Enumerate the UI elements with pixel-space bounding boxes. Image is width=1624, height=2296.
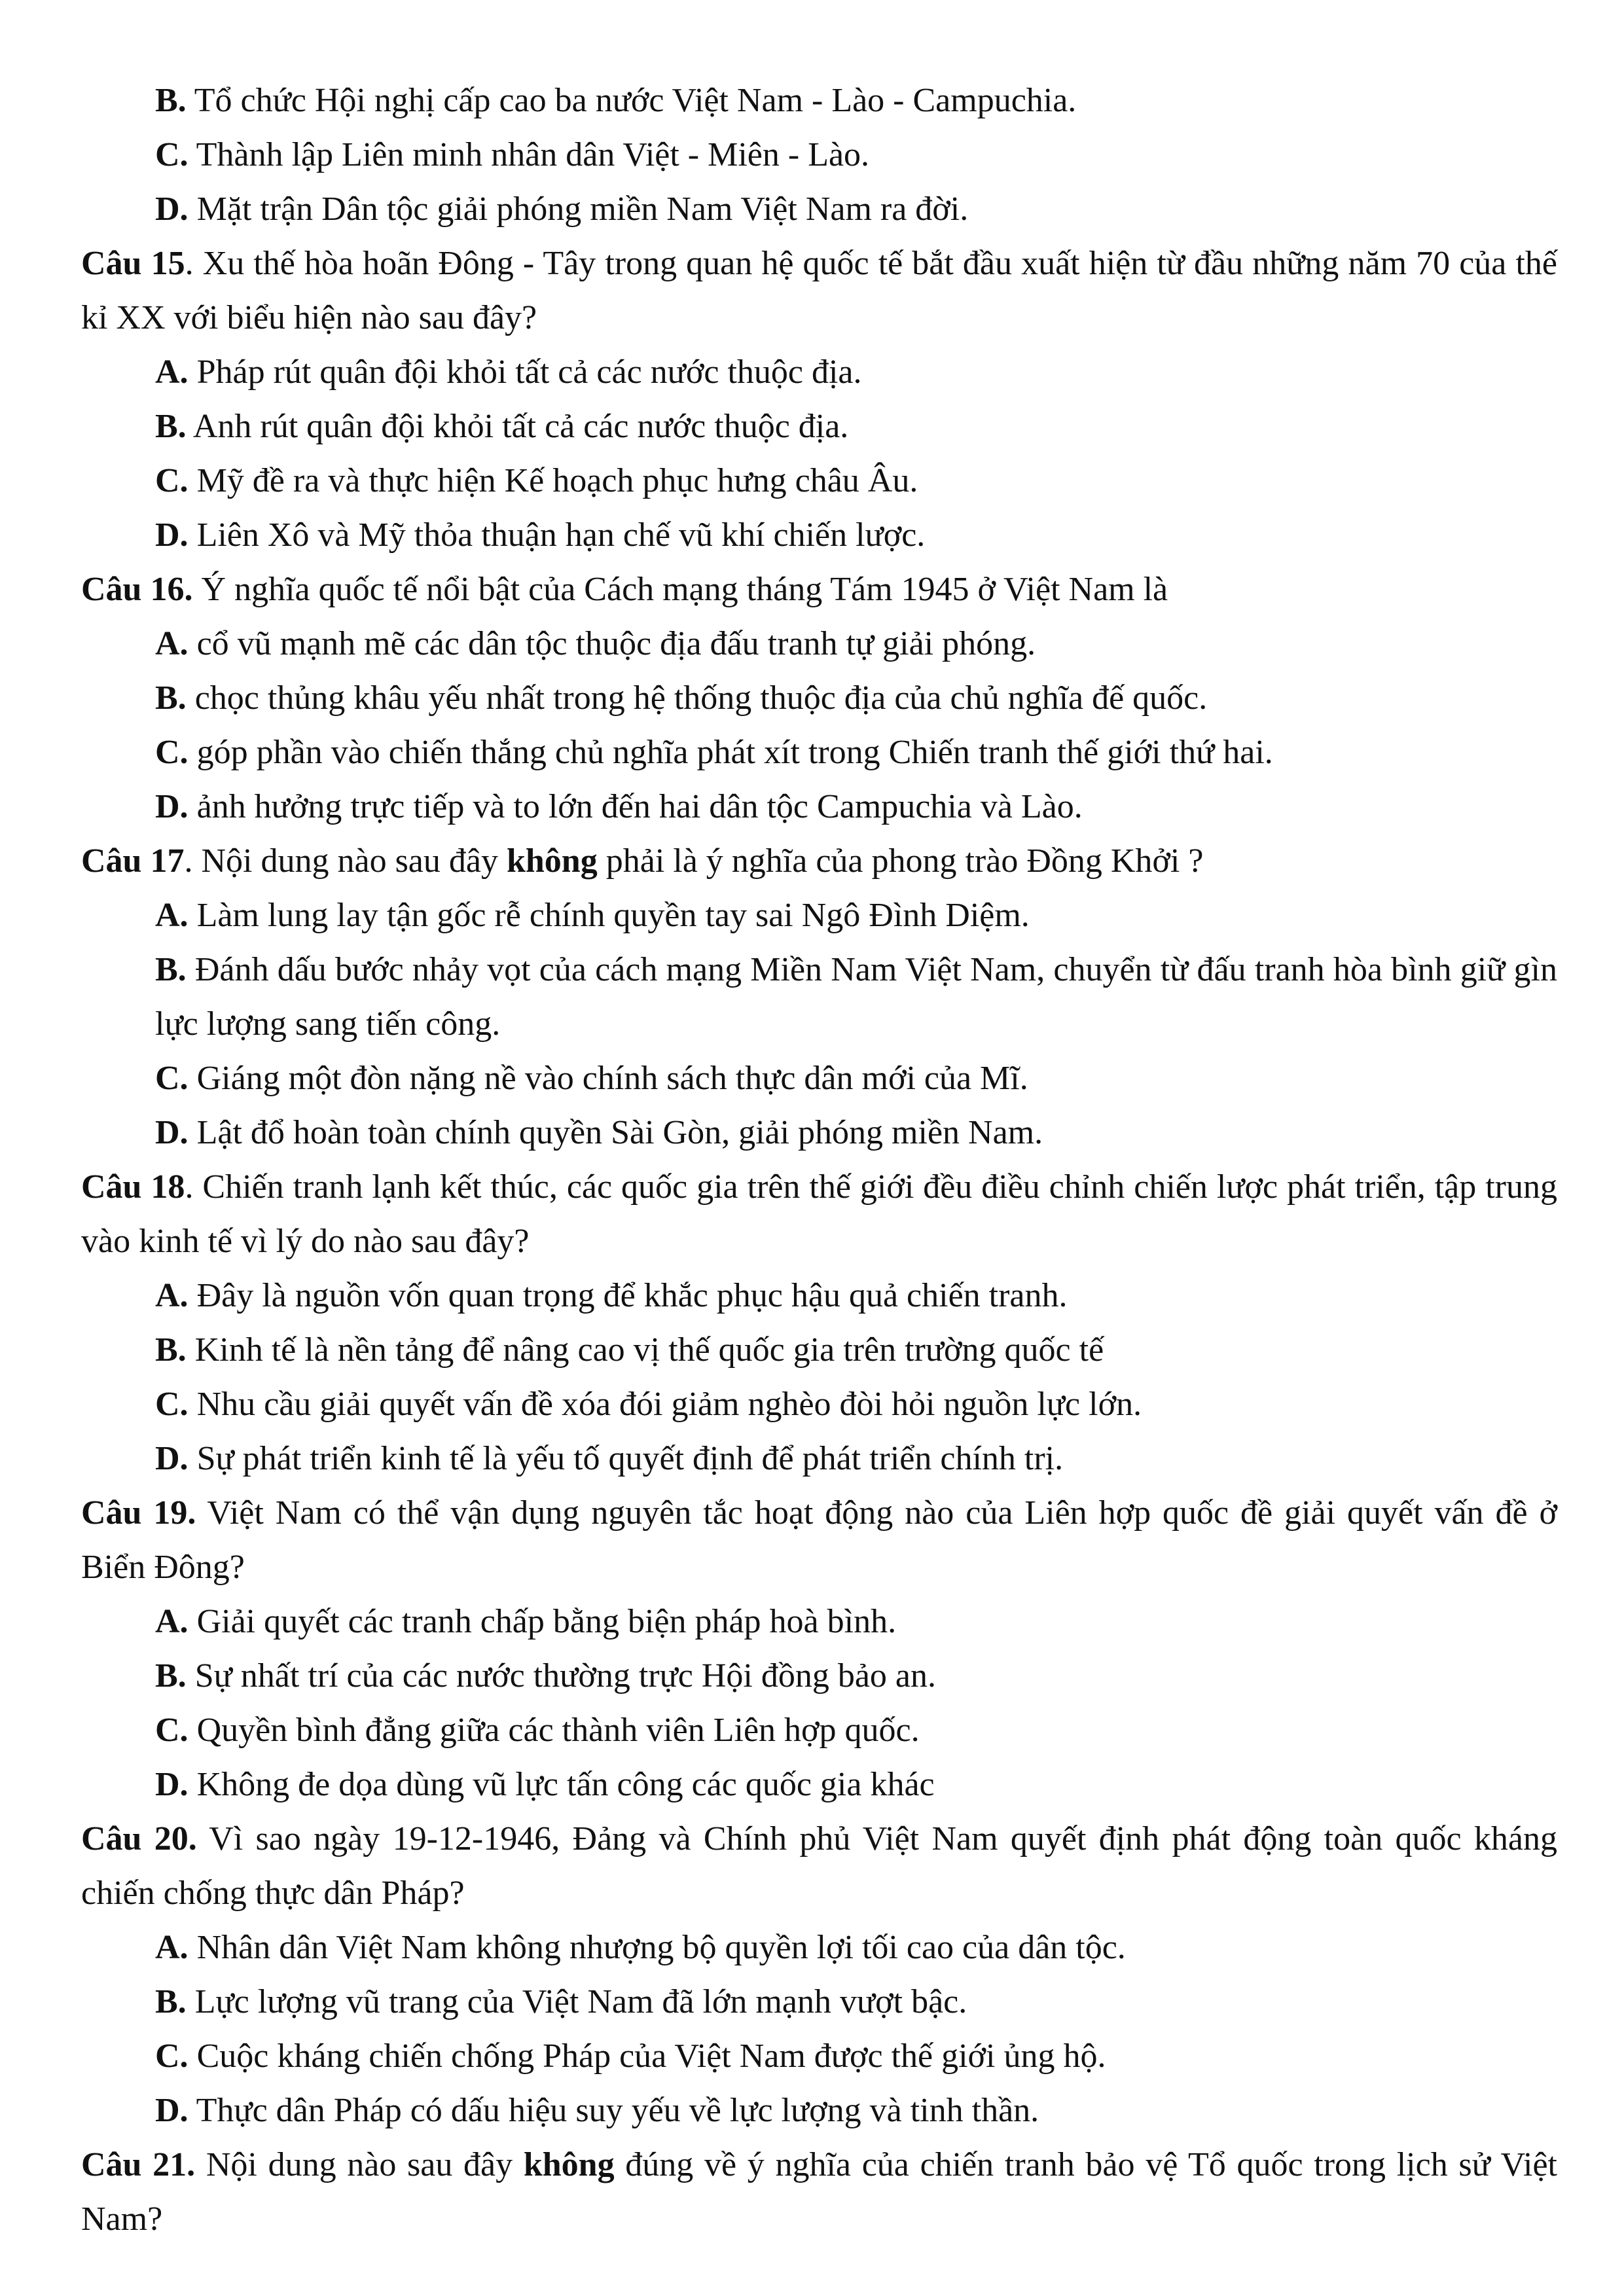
option-b: B. Anh rút quân đội khỏi tất cả các nước thuộc địa. <box>155 408 849 445</box>
option-d: D. Lật đổ hoàn toàn chính quyền Sài Gòn, giải phóng miền Nam. <box>155 1114 1043 1151</box>
question-text: Ý nghĩa quốc tế nổi bật của Cách mạng tháng Tám 1945 ở Việt Nam là <box>192 571 1168 608</box>
question-21 <box>81 2138 1557 2246</box>
option-c: C. Thành lập Liên minh nhân dân Việt - Miên - Lào. <box>155 136 870 173</box>
option-c: C. Quyền bình đẳng giữa các thành viên Liên hợp quốc. <box>155 1712 920 1749</box>
question-number: Câu 20. <box>81 1820 197 1857</box>
page-content <box>81 73 1557 2246</box>
option-d: D. Mặt trận Dân tộc giải phóng miền Nam Việt Nam ra đời. <box>155 190 969 228</box>
option-a: A. Đây là nguồn vốn quan trọng để khắc phục hậu quả chiến tranh. <box>155 1277 1068 1314</box>
option-a: A. Giải quyết các tranh chấp bằng biện pháp hoà bình. <box>155 1603 897 1640</box>
option-c: C. Nhu cầu giải quyết vấn đề xóa đói giảm nghèo đòi hỏi nguồn lực lớn. <box>155 1386 1142 1423</box>
option-d: D. Sự phát triển kinh tế là yếu tố quyết định để phát triển chính trị. <box>155 1440 1064 1477</box>
question-15 <box>81 236 1557 345</box>
question-17 <box>81 834 1557 888</box>
option-b: B. Kinh tế là nền tảng để nâng cao vị thế quốc gia trên trường quốc tế <box>155 1331 1104 1369</box>
question-18 <box>81 1160 1557 1268</box>
question-number: Câu 19. <box>81 1494 196 1532</box>
option-d: D. Không đe dọa dùng vũ lực tấn công các quốc gia khác <box>155 1766 935 1803</box>
question-number: Câu 17 <box>81 842 185 880</box>
option-a: A. Làm lung lay tận gốc rễ chính quyền tay sai Ngô Đình Diệm. <box>155 897 1030 934</box>
option-b: B. Đánh dấu bước nhảy vọt của cách mạng Miền Nam Việt Nam, chuyển từ đấu tranh hòa bình giữ gìn lực lượng sang tiến công. <box>155 951 1557 1043</box>
question-number: Câu 18 <box>81 1168 185 1206</box>
question-text: phải là ý nghĩa của phong trào Đồng Khởi ? <box>597 842 1204 880</box>
option-a: A. cổ vũ mạnh mẽ các dân tộc thuộc địa đấu tranh tự giải phóng. <box>155 625 1036 662</box>
question-text: Việt Nam có thể vận dụng nguyên tắc hoạt động nào của Liên hợp quốc đề giải quyết vấn đề ở Biển Đông? <box>81 1494 1557 1586</box>
emphasis-word: không <box>523 2146 615 2183</box>
question-number: Câu 21. <box>81 2146 196 2183</box>
option-c: C. Cuộc kháng chiến chống Pháp của Việt Nam được thế giới ủng hộ. <box>155 2037 1106 2075</box>
question-text: . Chiến tranh lạnh kết thúc, các quốc gia trên thế giới đều điều chỉnh chiến lược phát triển, tập trung vào kinh tế vì lý do nào sau đây? <box>81 1168 1557 1260</box>
question-number: Câu 15 <box>81 245 185 282</box>
option-a: A. Pháp rút quân đội khỏi tất cả các nước thuộc địa. <box>155 353 862 391</box>
option-b: B. chọc thủng khâu yếu nhất trong hệ thống thuộc địa của chủ nghĩa đế quốc. <box>155 679 1208 717</box>
option-b: B. Lực lượng vũ trang của Việt Nam đã lớn mạnh vượt bậc. <box>155 1983 967 2020</box>
question-text: Vì sao ngày 19-12-1946, Đảng và Chính phủ Việt Nam quyết định phát động toàn quốc kháng chiến chống thực dân Pháp? <box>81 1820 1557 1912</box>
option-a: A. Nhân dân Việt Nam không nhượng bộ quyền lợi tối cao của dân tộc. <box>155 1929 1126 1966</box>
emphasis-word: không <box>506 842 598 880</box>
question-19 <box>81 1486 1557 1594</box>
question-number: Câu 16. <box>81 571 193 608</box>
question-text: đúng về ý nghĩa của chiến tranh bảo vệ Tổ quốc trong lịch sử Việt Nam? <box>81 2146 1557 2238</box>
option-c: C. góp phần vào chiến thắng chủ nghĩa phát xít trong Chiến tranh thế giới thứ hai. <box>155 734 1273 771</box>
option-d: D. Thực dân Pháp có dấu hiệu suy yếu về lực lượng và tinh thần. <box>155 2092 1039 2129</box>
option-b: B. Tổ chức Hội nghị cấp cao ba nước Việt Nam - Lào - Campuchia. <box>155 82 1077 119</box>
option-b: B. Sự nhất trí của các nước thường trực Hội đồng bảo an. <box>155 1657 937 1695</box>
option-d: D. ảnh hưởng trực tiếp và to lớn đến hai dân tộc Campuchia và Lào. <box>155 788 1083 825</box>
option-c: C. Giáng một đòn nặng nề vào chính sách thực dân mới của Mĩ. <box>155 1060 1028 1097</box>
option-c: C. Mỹ đề ra và thực hiện Kế hoạch phục hưng châu Âu. <box>155 462 918 499</box>
question-text: Nội dung nào sau đây <box>195 2146 524 2183</box>
option-d: D. Liên Xô và Mỹ thỏa thuận hạn chế vũ khí chiến lược. <box>155 516 926 554</box>
question-text: . Nội dung nào sau đây <box>184 842 507 880</box>
question-text: . Xu thế hòa hoãn Đông - Tây trong quan hệ quốc tế bắt đầu xuất hiện từ đầu những năm 70 của thế kỉ XX với biểu hiện nào sau đây? <box>81 245 1557 336</box>
question-20 <box>81 1812 1557 1920</box>
question-16 <box>81 562 1557 617</box>
